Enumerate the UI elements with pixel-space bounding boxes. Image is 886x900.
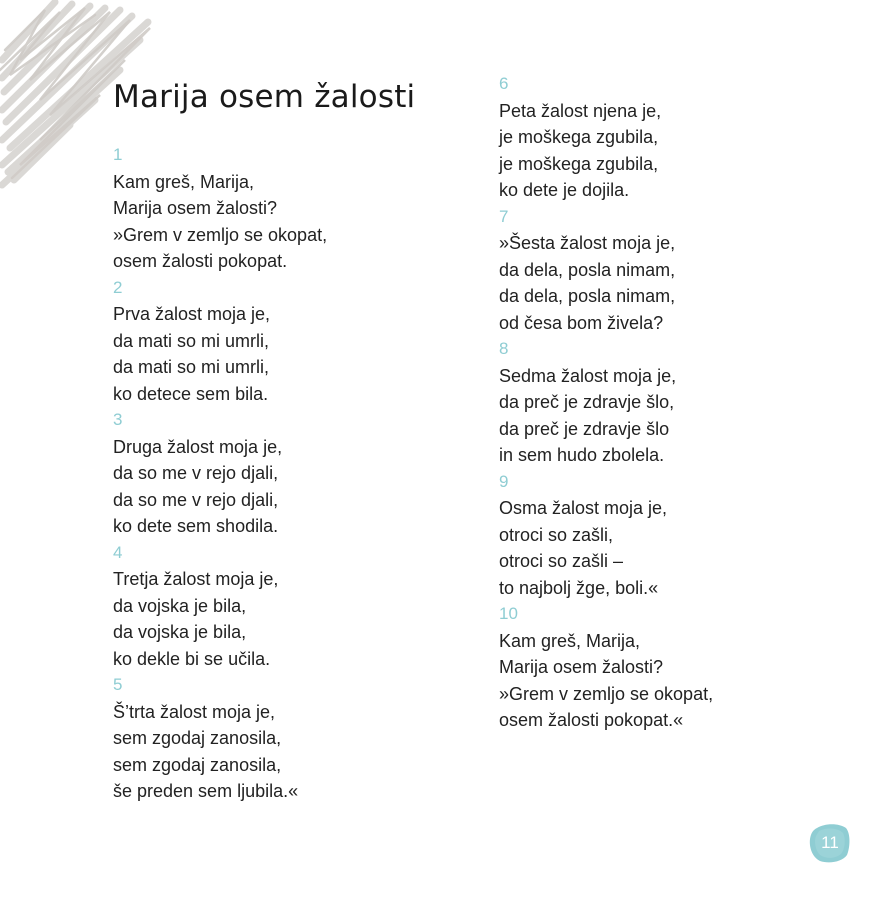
verse-line: Sedma žalost moja je,: [499, 365, 677, 386]
stanza-number: 8: [499, 339, 509, 358]
stanza: [113, 142, 473, 275]
stanza-number: 10: [499, 604, 518, 623]
verse-line: otroci so zašli,: [499, 524, 614, 545]
verse-line: da vojska je bila,: [113, 595, 247, 616]
verse-line: Marija osem žalosti?: [113, 198, 278, 218]
stanza-number: 7: [499, 206, 509, 226]
verse-line: »Grem v zemljo se okopat,: [113, 224, 328, 245]
verse-line: še preden sem ljubila.«: [113, 781, 299, 801]
verse-line: Kam greš, Marija,: [113, 171, 255, 192]
stanza-number: 2: [113, 277, 123, 297]
verse-line: da preč je zdravje šlo: [499, 418, 670, 439]
verse-line: je moškega zgubila,: [499, 153, 659, 174]
verse-line: od česa bom živela?: [499, 312, 664, 333]
verse-line: da so me v rejo djali,: [113, 463, 279, 483]
stanza: [113, 275, 473, 408]
verse-line: to najbolj žge, boli.«: [499, 577, 659, 598]
stanza-number: 5: [113, 675, 123, 694]
page-title: Marija osem žalosti: [113, 79, 416, 115]
verse-line: osem žalosti pokopat.«: [499, 710, 684, 730]
verse-line: Š’trta žalost moja je,: [113, 701, 276, 722]
verse-line: in sem hudo zbolela.: [499, 445, 665, 465]
page-number-badge: [809, 822, 851, 864]
stanza: [113, 540, 473, 673]
stanza: [499, 601, 859, 734]
verse-line: Tretja žalost moja je,: [113, 569, 279, 589]
poem-column-left: [113, 142, 473, 805]
verse-line: osem žalosti pokopat.: [113, 251, 288, 271]
verse-line: sem zgodaj zanosila,: [113, 728, 282, 748]
verse-line: Osma žalost moja je,: [499, 498, 668, 518]
verse-line: Druga žalost moja je,: [113, 436, 283, 457]
verse-line: sem zgodaj zanosila,: [113, 754, 282, 775]
verse-line: da mati so mi umrli,: [113, 330, 270, 351]
verse-line: Peta žalost njena je,: [499, 100, 662, 121]
verse-line: Kam greš, Marija,: [499, 630, 641, 651]
verse-line: »Grem v zemljo se okopat,: [499, 683, 714, 704]
poem-column-right: [499, 71, 859, 734]
verse-line: ko dete je dojila.: [499, 180, 630, 200]
stanza: [499, 204, 859, 337]
page-number: 11: [821, 833, 839, 852]
verse-line: ko dete sem shodila.: [113, 516, 279, 536]
stanza-number: 9: [499, 471, 509, 491]
stanza: [113, 407, 473, 540]
stanza: [499, 336, 859, 469]
verse-line: da dela, posla nimam,: [499, 259, 676, 280]
verse-line: da dela, posla nimam,: [499, 286, 676, 306]
verse-line: otroci so zašli –: [499, 551, 624, 571]
stanza-number: 4: [113, 542, 123, 562]
stanza: [113, 672, 473, 805]
verse-line: »Šesta žalost moja je,: [499, 233, 676, 253]
verse-line: da mati so mi umrli,: [113, 357, 270, 377]
verse-line: da so me v rejo djali,: [113, 489, 279, 510]
verse-line: je moškega zgubila,: [499, 127, 659, 147]
verse-line: ko dekle bi se učila.: [113, 648, 271, 669]
verse-line: da preč je zdravje šlo,: [499, 392, 675, 412]
stanza: [499, 71, 859, 204]
stanza-number: 3: [113, 410, 123, 429]
stanza-number: 6: [499, 74, 509, 93]
verse-line: ko detece sem bila.: [113, 383, 269, 404]
stanza-number: 1: [113, 145, 123, 164]
stanza: [499, 469, 859, 602]
verse-line: Marija osem žalosti?: [499, 657, 664, 677]
verse-line: Prva žalost moja je,: [113, 304, 271, 324]
verse-line: da vojska je bila,: [113, 622, 247, 642]
